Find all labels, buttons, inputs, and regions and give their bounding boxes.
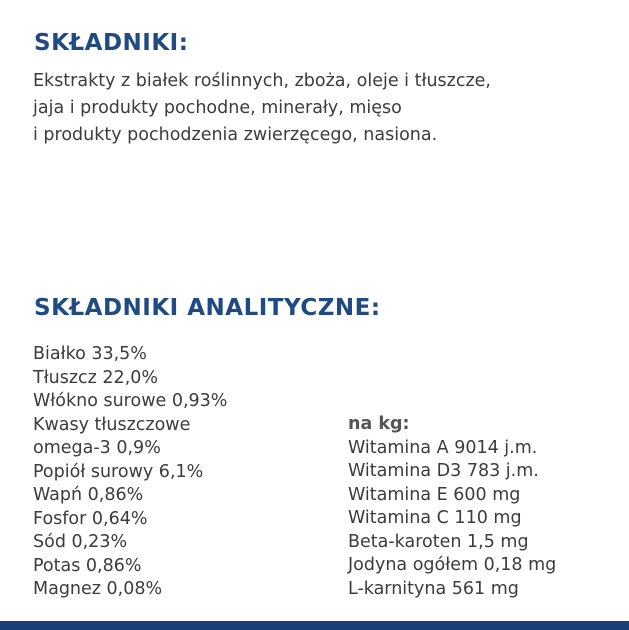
analytical-item: Magnez 0,08% (33, 579, 163, 599)
ingredients-heading: SKŁADNIKI: (34, 30, 189, 56)
analytical-item: Tłuszcz 22,0% (33, 367, 159, 388)
analytical-item: Wapń 0,86% (33, 485, 144, 505)
analytical-item: Sód 0,23% (33, 532, 128, 552)
per-kg-label: na kg: (348, 414, 410, 434)
analytical-list-right (348, 413, 556, 601)
vitamin-item: Witamina E 600 mg (348, 484, 521, 505)
analytical-list-left (33, 343, 227, 602)
analytical-heading: SKŁADNIKI ANALITYCZNE: (34, 295, 381, 321)
ingredients-line: i produkty pochodzenia zwierzęcego, nasiona. (33, 125, 438, 145)
vitamin-item: Jodyna ogółem 0,18 mg (348, 555, 557, 575)
ingredients-line: Ekstrakty z białek roślinnych, zboża, oleje i tłuszcze, (33, 71, 491, 91)
vitamin-item: Witamina D3 783 j.m. (348, 461, 539, 481)
vitamin-item: Witamina A 9014 j.m. (348, 437, 538, 458)
footer-bar (0, 621, 629, 630)
analytical-item: Kwasy tłuszczowe (33, 414, 191, 435)
analytical-item: omega-3 0,9% (33, 438, 161, 458)
ingredients-text (33, 68, 623, 149)
vitamin-item: Witamina C 110 mg (348, 508, 522, 528)
analytical-item: Białko 33,5% (33, 344, 147, 364)
analytical-item: Fosfor 0,64% (33, 508, 148, 529)
vitamin-item: L-karnityna 561 mg (348, 578, 519, 599)
vitamin-item: Beta-karoten 1,5 mg (348, 531, 529, 552)
analytical-item: Włókno surowe 0,93% (33, 391, 228, 411)
ingredients-line: jaja i produkty pochodne, minerały, mięso (33, 98, 402, 118)
analytical-item: Popiół surowy 6,1% (33, 461, 204, 482)
analytical-item: Potas 0,86% (33, 555, 142, 576)
